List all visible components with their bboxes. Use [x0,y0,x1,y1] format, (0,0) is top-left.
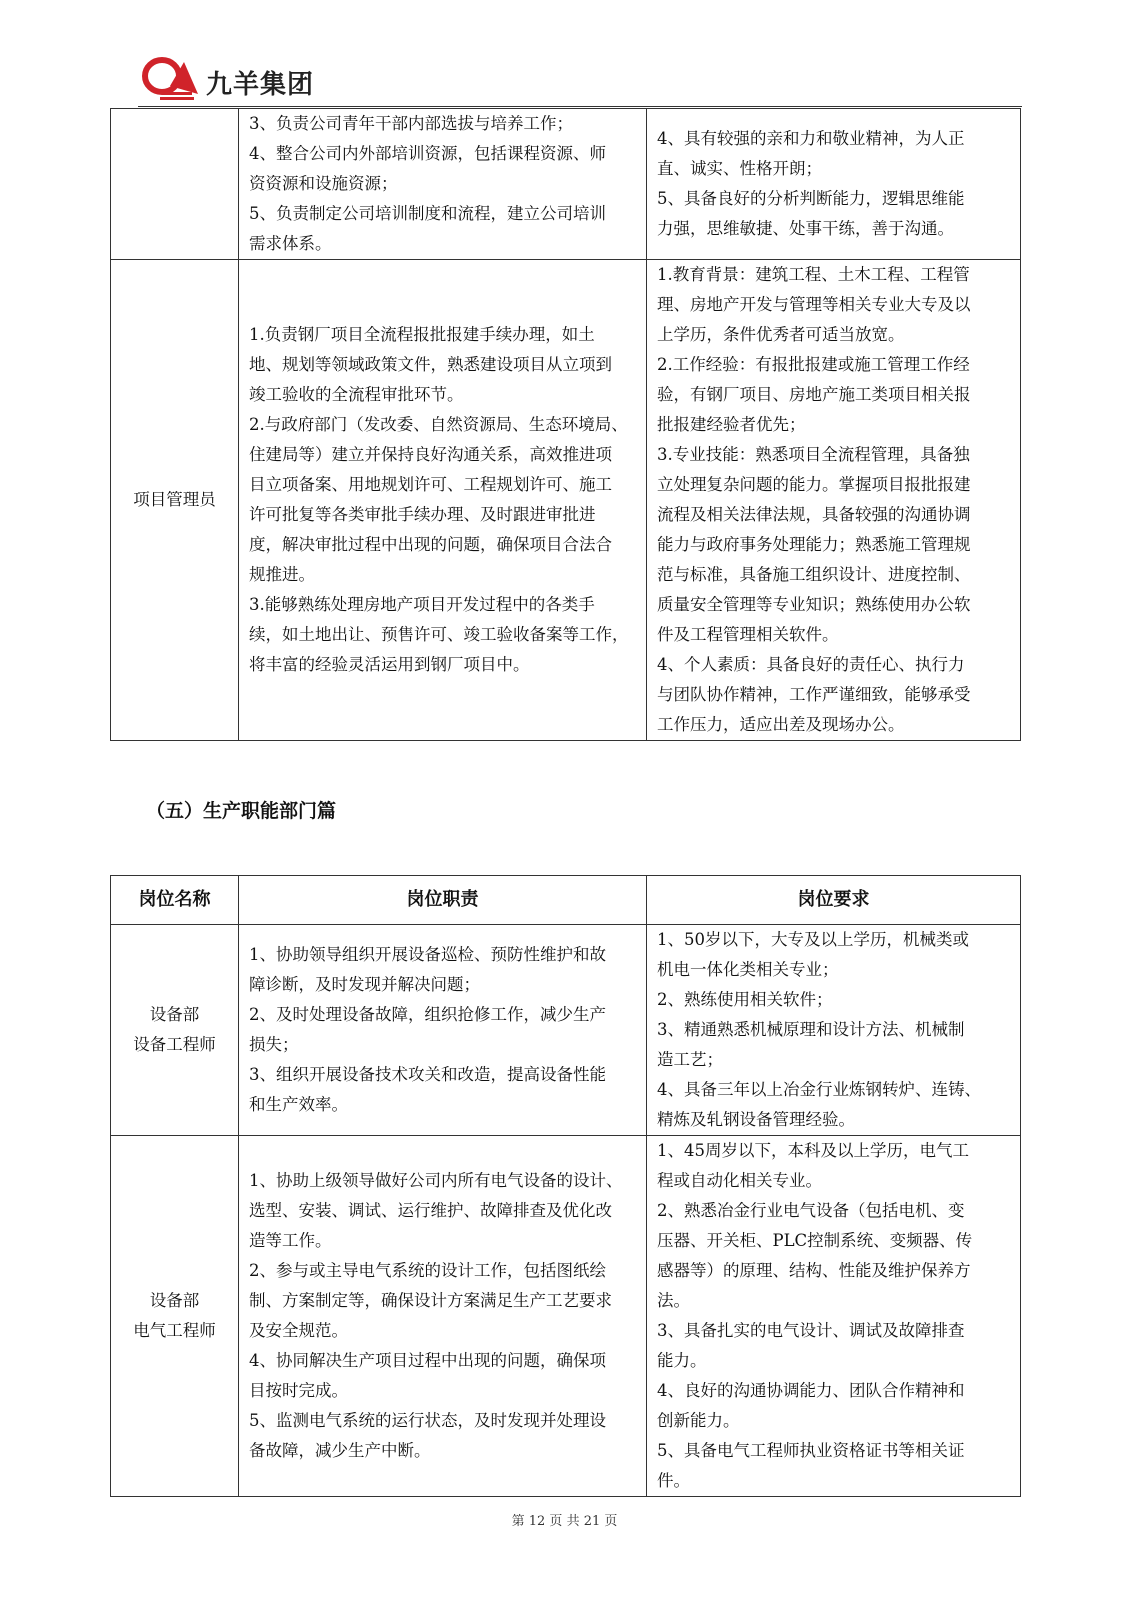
table-row [111,260,1021,741]
cell-text-line: 创新能力。 [657,1411,740,1430]
header-divider [138,106,1022,107]
cell-text-line: 4、良好的沟通协调能力、团队合作精神和 [657,1381,965,1400]
cell-text-line: 4、具有较强的亲和力和敬业精神，为人正 [657,129,965,148]
cell-text-line: 工作压力，适应出差及现场办公。 [657,715,905,734]
duties-cell [239,109,647,260]
cell-text-line: 1、50岁以下，大专及以上学历，机械类或 [657,930,969,949]
cell-text-line: 和生产效率。 [249,1095,348,1114]
cell-text-line: 3.能够熟练处理房地产项目开发过程中的各类手 [249,595,595,614]
cell-text-line: 3.专业技能：熟悉项目全流程管理，具备独 [657,445,970,464]
cell-text-line: 机电一体化类相关专业； [657,960,839,979]
cell-text-line: 范与标准，具备施工组织设计、进度控制、 [657,565,971,584]
cell-text-line: 批报建经验者优先； [657,415,806,434]
cell-text-line: 3、组织开展设备技术攻关和改造，提高设备性能 [249,1065,606,1084]
cell-text-line: 住建局等）建立并保持良好沟通关系，高效推进项 [249,445,612,464]
cell-text-line: 与团队协作精神，工作严谨细致，能够承受 [657,685,971,704]
cell-text-line: 竣工验收的全流程审批环节。 [249,385,464,404]
page-number: 第 12 页 共 21 页 [511,1514,618,1529]
company-logo-icon [140,54,202,102]
section-title: （五）生产职能部门篇 [146,800,337,822]
position-name-cell [111,109,239,260]
cell-text-line: 5、监测电气系统的运行状态，及时发现并处理设 [249,1411,606,1430]
requirements-cell [647,1136,1021,1497]
cell-text-line: 精炼及轧钢设备管理经验。 [657,1110,855,1129]
cell-text-line: 2、参与或主导电气系统的设计工作，包括图纸绘 [249,1261,606,1280]
cell-text-line: 需求体系。 [249,234,332,253]
position-name-cell [111,260,239,741]
cell-text-line: 2、及时处理设备故障，组织抢修工作，减少生产 [249,1005,606,1024]
cell-text-line: 规推进。 [249,565,315,584]
cell-text-line: 验，有钢厂项目、房地产施工类项目相关报 [657,385,971,404]
header-position-duties: 岗位职责 [239,876,647,925]
cell-text-line: 设备工程师 [133,1035,216,1054]
cell-text-line: 5、具备良好的分析判断能力，逻辑思维能 [657,189,965,208]
cell-text-line: 选型、安装、调试、运行维护、故障排查及优化改 [249,1201,612,1220]
cell-text-line: 1.负责钢厂项目全流程报批报建手续办理，如土 [249,325,595,344]
production-positions-table [110,875,1021,1497]
cell-text-line: 直、诚实、性格开朗； [657,159,822,178]
table-row [111,109,1021,260]
position-name-cell [111,1136,239,1497]
cell-text-line: 5、具备电气工程师执业资格证书等相关证 [657,1441,965,1460]
header-position-name: 岗位名称 [111,876,239,925]
table-header-row [111,876,1021,925]
cell-text-line: 件及工程管理相关软件。 [657,625,839,644]
cell-text-line: 程或自动化相关专业。 [657,1171,822,1190]
cell-text-line: 4、个人素质：具备良好的责任心、执行力 [657,655,965,674]
cell-text-line: 2.工作经验：有报批报建或施工管理工作经 [657,355,970,374]
cell-text-line: 件。 [657,1471,690,1490]
cell-text-line: 2、熟悉冶金行业电气设备（包括电机、变 [657,1201,965,1220]
cell-text-line: 2.与政府部门（发改委、自然资源局、生态环境局、 [249,415,628,434]
cell-text-line: 设备部 [149,1005,200,1024]
duties-cell [239,260,647,741]
cell-text-line: 地、规划等领域政策文件，熟悉建设项目从立项到 [249,355,612,374]
cell-text-line: 能力与政府事务处理能力；熟悉施工管理规 [657,535,971,554]
table-row [111,1136,1021,1497]
cell-text-line: 4、整合公司内外部培训资源，包括课程资源、师 [249,144,606,163]
cell-text-line: 目按时完成。 [249,1381,348,1400]
cell-text-line: 备故障，减少生产中断。 [249,1441,431,1460]
cell-text-line: 损失； [249,1035,299,1054]
cell-text-line: 法。 [657,1291,690,1310]
cell-text-line: 设备部 [149,1291,200,1310]
duties-cell [239,925,647,1136]
cell-text-line: 5、负责制定公司培训制度和流程，建立公司培训 [249,204,606,223]
cell-text-line: 4、协同解决生产项目过程中出现的问题，确保项 [249,1351,606,1370]
cell-text-line: 4、具备三年以上冶金行业炼钢转炉、连铸、 [657,1080,981,1099]
cell-text-line: 3、精通熟悉机械原理和设计方法、机械制 [657,1020,965,1039]
cell-text-line: 上学历，条件优秀者可适当放宽。 [657,325,905,344]
cell-text-line: 造工艺； [657,1050,723,1069]
cell-text-line: 障诊断，及时发现并解决问题； [249,975,480,994]
cell-text-line: 及安全规范。 [249,1321,348,1340]
cell-text-line: 1、协助领导组织开展设备巡检、预防性维护和故 [249,945,606,964]
cell-text-line: 感器等）的原理、结构、性能及维护保养方 [657,1261,971,1280]
cell-text-line: 续，如土地出让、预售许可、竣工验收备案等工作， [249,625,629,644]
cell-text-line: 理、房地产开发与管理等相关专业大专及以 [657,295,971,314]
cell-text-line: 1、协助上级领导做好公司内所有电气设备的设计、 [249,1171,623,1190]
cell-text-line: 资资源和设施资源； [249,174,398,193]
cell-text-line: 立处理复杂问题的能力。掌握项目报批报建 [657,475,971,494]
cell-text-line: 制、方案制定等，确保设计方案满足生产工艺要求 [249,1291,612,1310]
cell-text-line: 3、具备扎实的电气设计、调试及故障排查 [657,1321,965,1340]
cell-text-line: 能力。 [657,1351,707,1370]
page-header [140,52,1020,108]
cell-text-line: 质量安全管理等专业知识；熟练使用办公软 [657,595,971,614]
cell-text-line: 许可批复等各类审批手续办理、及时跟进审批进 [249,505,596,524]
cell-text-line: 电气工程师 [133,1321,216,1340]
requirements-cell [647,260,1021,741]
requirements-cell [647,109,1021,260]
cell-text-line: 力强，思维敏捷、处事干练，善于沟通。 [657,219,954,238]
cell-text-line: 3、负责公司青年干部内部选拔与培养工作； [249,114,573,133]
table-row [111,925,1021,1136]
cell-text-line: 1、45周岁以下，本科及以上学历，电气工 [657,1141,969,1160]
cell-text-line: 压器、开关柜、PLC控制系统、变频器、传 [657,1231,973,1250]
cell-text-line: 度，解决审批过程中出现的问题，确保项目合法合 [249,535,612,554]
cell-text-line: 造等工作。 [249,1231,332,1250]
cell-text-line: 将丰富的经验灵活运用到钢厂项目中。 [249,655,530,674]
company-name: 九羊集团 [206,70,315,100]
cell-text-line: 1.教育背景：建筑工程、土木工程、工程管 [657,265,970,284]
position-name-cell [111,925,239,1136]
cell-text-line: 流程及相关法律法规，具备较强的沟通协调 [657,505,971,524]
requirements-cell [647,925,1021,1136]
positions-table-continued [110,108,1021,741]
cell-text-line: 2、熟练使用相关软件； [657,990,833,1009]
cell-text-line: 目立项备案、用地规划许可、工程规划许可、施工 [249,475,612,494]
header-position-requirements: 岗位要求 [647,876,1021,925]
duties-cell [239,1136,647,1497]
cell-text-line: 项目管理员 [133,490,216,509]
